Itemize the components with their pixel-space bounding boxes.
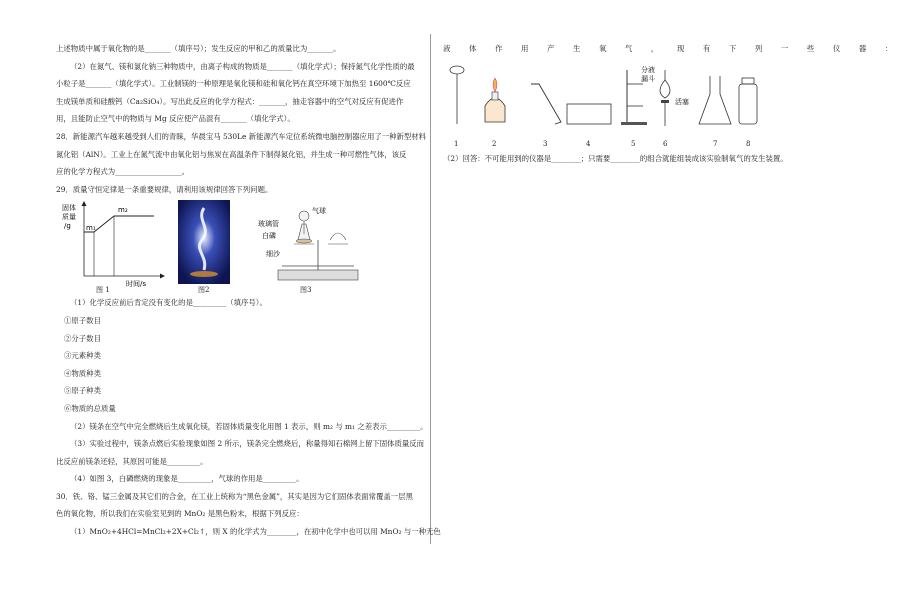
apparatus-row — [443, 62, 815, 136]
number-4: 4 — [586, 139, 591, 148]
graph-xlabel: 时间/s — [126, 280, 147, 289]
number-2: 2 — [492, 139, 497, 148]
text-line: 用，且能防止空气中的物质与 Mg 反应使产品混有_______（填化学式）。 — [56, 114, 295, 124]
label-fine-sand: 细沙 — [266, 250, 280, 259]
text-line: 液体作用产生氧气，现有下列一些仪器： — [443, 44, 911, 53]
apparatus-3 — [531, 84, 561, 124]
option-4: ④物质种类 — [64, 368, 101, 378]
graph-ylabel-1: 固体 — [62, 204, 76, 213]
left-column — [56, 40, 441, 541]
apparatus-1 — [450, 66, 464, 124]
question-29: 29．质量守恒定律是一条重要规律，请利用该规律回答下列问题。 — [56, 184, 273, 194]
graph-m2: m₂ — [118, 206, 128, 215]
option-1: ①原子数目 — [64, 315, 101, 325]
label-glass-tube: 玻璃管 — [258, 220, 279, 229]
figure-3-caption: 图3 — [300, 286, 312, 295]
number-1: 1 — [454, 139, 459, 148]
figure-2-photo — [178, 200, 230, 284]
right-column — [443, 40, 911, 167]
question-29-4: （4）如图 3，白磷燃烧的现象是_________，气球的作用是_________。 — [70, 474, 304, 484]
text-line: 生成镁单质和硅酸钙（Ca₂SiO₄）。写出此反应的化学方程式：_______，抽走容器中的空气对反应有促进作 — [56, 96, 404, 106]
question-29-1: （1）化学反应前后肯定没有变化的是_________（填序号）。 — [70, 298, 267, 308]
text-line: 小粒子是_______（填化学式）。工业制镁的一种原理是氧化镁和硅和氧化钙在真空环境下加热至 1600℃反应 — [56, 79, 411, 89]
question-30-1: （1）MnO₂+4HCl=MnCl₂+2X+Cl₂↑，则 X 的化学式为________，在初中化学中也可以用 MnO₂ 与一种无色 — [70, 527, 441, 537]
option-6: ⑥物质的总质量 — [64, 403, 116, 413]
label-sep-funnel-2: 漏斗 — [641, 74, 655, 83]
question-29-2: （2）镁条在空气中完全燃烧后生成氧化镁，若固体质量变化用图 1 表示，则 m₂ 与 m₁ 之差表示_________。 — [70, 421, 428, 431]
question-28: 28．新能源汽车越来越受到人们的青睐，华晨宝马 530Le 新能源汽车定位系统微电脑控制器应用了一种新型材料 — [56, 131, 427, 141]
label-balloon: 气球 — [312, 207, 326, 216]
question-30-2: （2）回答：不可能用到的仪器是________；只需要________的组合就能组装成该实验制氧气的发生装置。 — [443, 153, 788, 163]
figure-3-apparatus — [258, 200, 364, 284]
graph-ylabel-3: /g — [64, 222, 71, 231]
apparatus-7 — [699, 76, 731, 124]
apparatus-8 — [739, 78, 757, 124]
label-white-phosphorus: 白磷 — [262, 232, 276, 241]
number-6: 6 — [663, 139, 668, 148]
figure-1-graph — [56, 200, 166, 292]
graph-ylabel-2: 质量 — [62, 213, 76, 222]
number-3: 3 — [543, 139, 548, 148]
text-line: 上述物质中属于氧化物的是_______（填序号）；发生反应的甲和乙的质量比为_______。 — [56, 44, 341, 53]
text-line: 应的化学方程式为__________________。 — [56, 167, 190, 177]
option-5: ⑤原子种类 — [64, 386, 101, 396]
question-30: 30．铁、铬、锰三金属及其它们的合金，在工业上统称为“黑色金属”，其实是因为它们固体表面常覆盖一层黑 — [56, 491, 413, 501]
column-divider — [430, 34, 431, 544]
apparatus-drawings — [443, 62, 815, 136]
text-line: 氮化铝（AlN）。工业上在氮气流中由氧化铝与焦炭在高温条件下制得氮化铝，并生成一种可燃性气体，该反 — [56, 149, 407, 159]
number-7: 7 — [713, 139, 718, 148]
apparatus-6 — [660, 70, 670, 126]
option-3: ③元素种类 — [64, 351, 101, 361]
label-stopcock: 活塞 — [675, 97, 689, 106]
text-line: （2）在氮气、镁和氯化钠三种物质中，由离子构成的物质是_______（填化学式）；保持氮气化学性质的最 — [70, 61, 415, 71]
text-line: 色的氧化物，所以我们在实验室见到的 MnO₂ 是黑色粉末，根据下列反应： — [56, 509, 304, 519]
figure-2-caption: 图2 — [198, 286, 210, 295]
number-5: 5 — [631, 139, 636, 148]
text-line: 比反应前镁条还轻，其原因可能是_________。 — [56, 456, 208, 466]
question-29-3: （3）实验过程中，镁条点燃后实验现象如图 2 所示，镁条完全燃烧后，称量得知石棉网上留下固体质量反而 — [70, 439, 425, 449]
option-2: ②分子数目 — [64, 333, 101, 343]
number-8: 8 — [746, 139, 751, 148]
figure-1-caption: 图 1 — [96, 286, 110, 295]
graph-m1: m₁ — [86, 224, 96, 233]
figure-row — [56, 200, 424, 295]
apparatus-2 — [485, 78, 505, 122]
label-sep-funnel-1: 分液 — [641, 65, 655, 74]
apparatus-4 — [567, 104, 611, 124]
apparatus-numbers — [443, 136, 815, 150]
